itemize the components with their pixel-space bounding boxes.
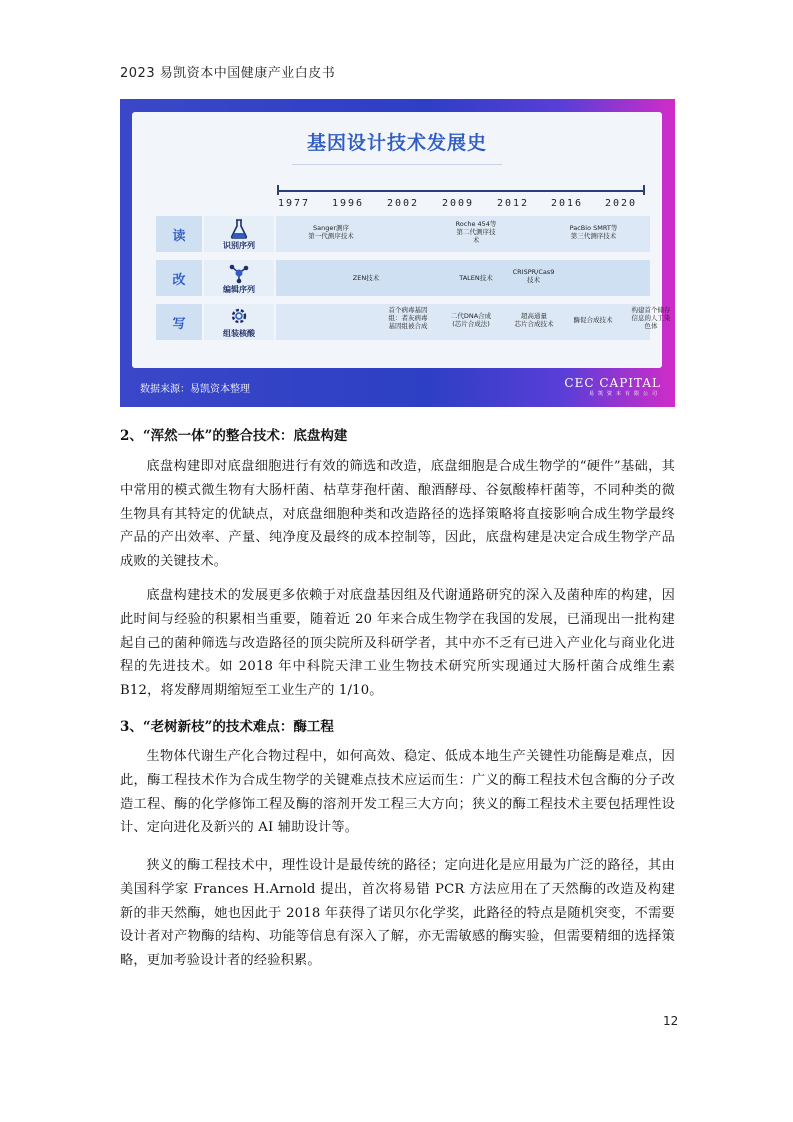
year-label: 2009 <box>442 198 475 209</box>
event-sanger: Sanger测序 第一代测序技术 <box>308 224 354 240</box>
event-crispr: CRISPR/Cas9 技术 <box>512 268 555 284</box>
cec-capital-logo <box>564 376 661 397</box>
event-talen: TALEN技术 <box>459 274 493 282</box>
row-content <box>276 260 650 296</box>
flask-icon <box>228 218 250 240</box>
timeline-axis <box>277 190 645 192</box>
year-label: 1977 <box>278 198 311 209</box>
row-icon-label: 识别序列 <box>223 241 255 250</box>
event-first-viral-genome: 首个病毒基因 组：者灰病毒 基因组被合成 <box>388 306 428 330</box>
gear-icon <box>228 306 250 328</box>
event-high-throughput-chip: 超高通量 芯片合成技术 <box>514 312 554 328</box>
section-3-paragraph-1: 生物体代谢生产化合物过程中，如何高效、稳定、低成本地生产关键性功能酶是难点，因此，酶工程技术作为合成生物学的关键难点技术应运而生：广义的酶工程技术包含酶的分子改造工程、酶的化学修饰工程及酶的溶剂开发工程三大方向；狭义的酶工程技术主要包括理性设计、定向进化及新兴的 AI 辅助设计等。 <box>120 749 675 836</box>
row-label: 改 <box>156 260 202 296</box>
row-icon-label: 组装核酸 <box>223 329 255 338</box>
event-zen: ZEN技术 <box>352 274 380 282</box>
molecule-icon <box>228 262 250 284</box>
figure-source: 数据来源：易凯资本整理 <box>140 384 250 395</box>
year-label: 1996 <box>332 198 365 209</box>
timeline-tick <box>277 185 279 195</box>
figure-title: 基因设计技术发展史 <box>306 132 487 154</box>
page-header: 2023 易凯资本中国健康产业白皮书 <box>120 66 336 81</box>
year-label: 2002 <box>387 198 420 209</box>
logo-text: CEC CAPITAL <box>564 376 661 390</box>
section-2-heading: 2、“浑然一体”的整合技术：底盘构建 <box>120 428 348 444</box>
row-icon-cell <box>204 260 274 296</box>
event-pacbio: PacBio SMRT等 第三代测序技术 <box>569 224 618 240</box>
figure-card <box>132 112 671 368</box>
row-edit <box>156 260 650 296</box>
title-divider <box>292 164 502 165</box>
row-icon-cell <box>204 216 274 252</box>
event-second-gen-dna-synthesis: 二代DNA合成 (芯片合成法) <box>450 312 492 328</box>
row-content <box>276 304 671 340</box>
section-2-paragraph-2: 底盘构建技术的发展更多依赖于对底盘基因组及代谢通路研究的深入及菌种库的构建，因此时间与经验的积累相当重要，随着近 20 年来合成生物学在我国的发展，已涌现出一批构建起自己的菌种筛选与改造路径的顶尖院所及科研学者，其中亦不乏有已进入产业化与商业化进程的先进技术。如 2018 年中科院天津工业生物技术研究所实现通过大肠杆菌合成维生素 B12，将发酵周期缩短至工业生产的 1/10。 <box>120 588 675 699</box>
year-label: 2016 <box>551 198 584 209</box>
row-icon-label: 编辑序列 <box>223 285 255 294</box>
row-label: 读 <box>156 216 202 252</box>
row-content <box>276 216 650 252</box>
row-icon-cell <box>204 304 274 340</box>
timeline-tick <box>643 185 645 195</box>
event-artificial-chromosome: 构建首个储存 信息的人工染 色体 <box>631 306 671 330</box>
year-label: 2012 <box>497 198 530 209</box>
gene-design-history-figure <box>120 99 675 407</box>
row-write <box>156 304 671 340</box>
event-enzymatic-synthesis: 酶促合成技术 <box>573 316 613 324</box>
logo-subtext: 易凯资本有限公司 <box>588 391 661 397</box>
row-label: 写 <box>156 304 202 340</box>
section-3-paragraph-2: 狭义的酶工程技术中，理性设计是最传统的路径；定向进化是应用最为广泛的路径，其由美国科学家 Frances H.Arnold 提出，首次将易错 PCR 方法应用在了天然酶的改造及构建新的非天然酶，她也因此于 2018 年获得了诺贝尔化学奖，此路径的特点是随机突变，不需要设计者对产物酶的结构、功能等信息有深入了解，亦无需敏感的酶实验，但需要精细的选择策略，更加考验设计者的经验积累。 <box>120 858 675 969</box>
event-roche-454: Roche 454等 第二代测序技 术 <box>455 220 497 244</box>
page-number: 12 <box>663 1014 679 1028</box>
row-read <box>156 216 650 252</box>
year-label: 2020 <box>605 198 638 209</box>
section-2-paragraph-1: 底盘构建即对底盘细胞进行有效的筛选和改造，底盘细胞是合成生物学的“硬件”基础，其中常用的模式微生物有大肠杆菌、枯草芽孢杆菌、酿酒酵母、谷氨酸棒杆菌等，不同种类的微生物具有其特定的优缺点，对底盘细胞种类和改造路径的选择策略将直接影响合成生物学最终产品的产出效率、产量、纯净度及最终的成本控制等，因此，底盘构建是决定合成生物学产品成败的关键技术。 <box>120 459 675 570</box>
section-3-heading: 3、“老树新枝”的技术难点：酶工程 <box>120 719 334 735</box>
